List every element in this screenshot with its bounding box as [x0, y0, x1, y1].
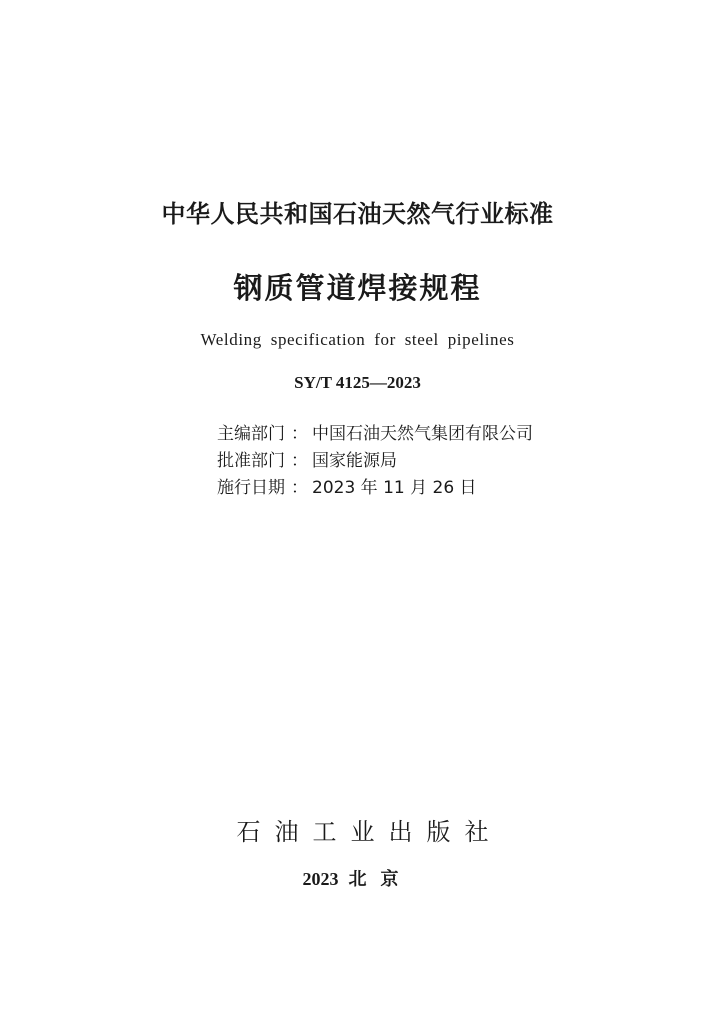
- industry-standard-heading: 中华人民共和国石油天然气行业标准: [161, 200, 554, 228]
- editor-row: [217, 421, 533, 448]
- effective-date-separator: ：: [291, 478, 308, 498]
- publisher-name: 石油工业出版社: [236, 818, 503, 846]
- editor-value: 中国石油天然气集团有限公司: [312, 424, 533, 444]
- standard-number: SY/T 4125—2023: [294, 373, 421, 392]
- approver-label: 批准部门: [217, 451, 285, 471]
- imprint-place: 北京: [348, 869, 413, 890]
- imprint-year: 2023: [302, 869, 339, 889]
- effective-date-value: 2023 年 11 月 26 日: [312, 478, 477, 498]
- document-metadata: [217, 421, 533, 502]
- editor-separator: ：: [291, 424, 308, 444]
- document-title-chinese: 钢质管道焊接规程: [233, 271, 482, 305]
- effective-date-row: [217, 475, 533, 502]
- approver-value: 国家能源局: [312, 451, 397, 471]
- document-title-english: Welding specification for steel pipelines: [200, 330, 515, 349]
- editor-label: 主编部门: [217, 424, 285, 444]
- approver-row: [217, 448, 533, 475]
- approver-separator: ：: [291, 451, 308, 471]
- imprint: [0, 865, 715, 891]
- effective-date-label: 施行日期: [217, 478, 285, 498]
